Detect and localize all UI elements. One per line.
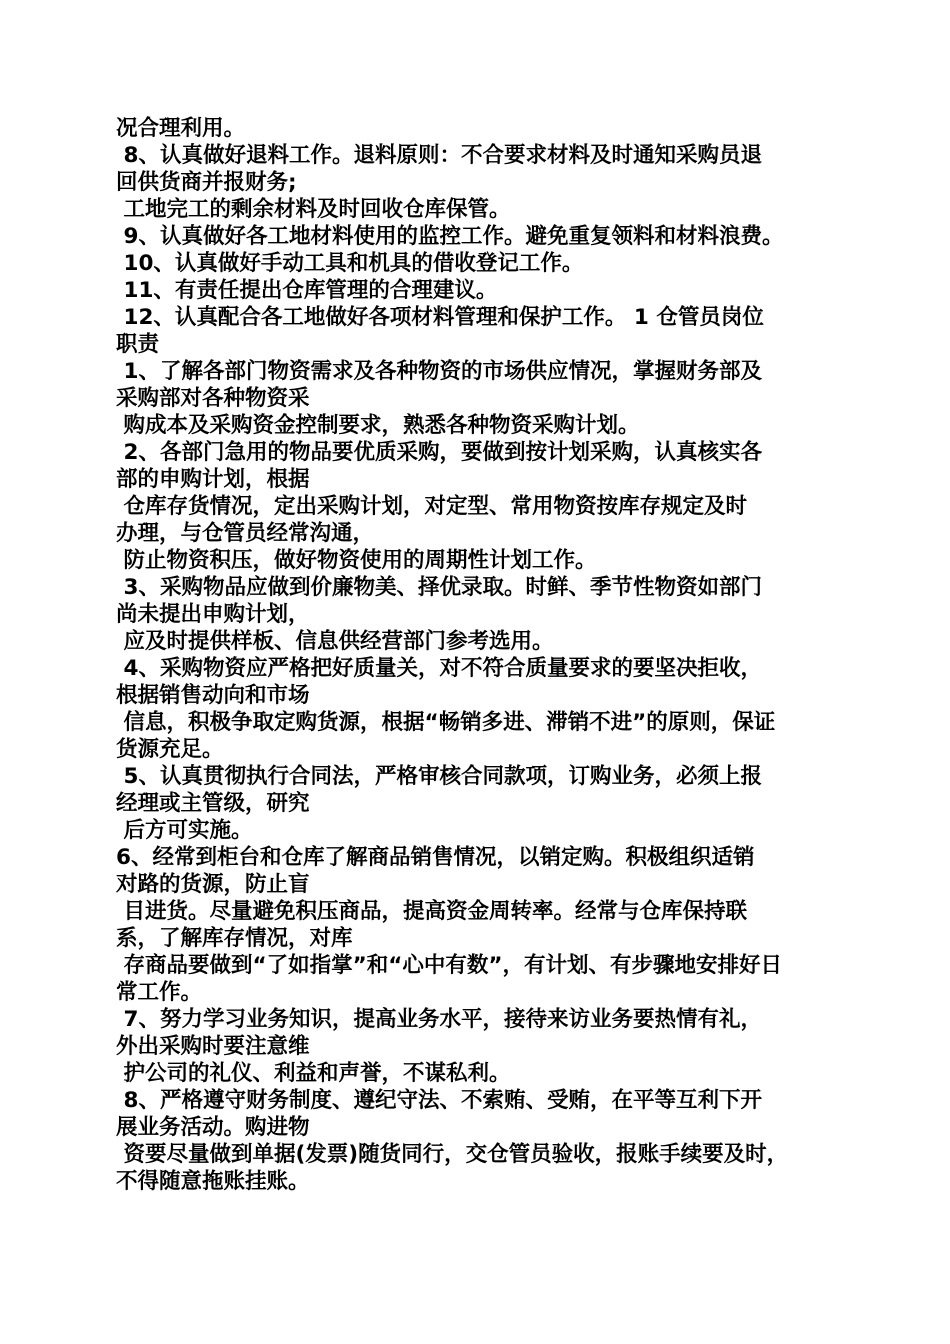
text-line: 资要尽量做到单据(发票)随货同行，交仓管员验收，报账手续要及时， <box>116 1142 789 1167</box>
text-line: 系，了解库存情况，对库 <box>116 926 353 951</box>
text-line: 职责 <box>116 332 160 357</box>
text-line: 4、采购物资应严格把好质量关，对不符合质量要求的要坚决拒收， <box>116 656 762 681</box>
text-line: 仓库存货情况，定出采购计划，对定型、常用物资按库存规定及时 <box>116 494 747 519</box>
text-line: 对路的货源，防止盲 <box>116 872 310 897</box>
text-line: 部的申购计划，根据 <box>116 467 310 492</box>
text-line: 购成本及采购资金控制要求，熟悉各种物资采购计划。 <box>116 413 640 438</box>
text-line: 办理，与仓管员经常沟通， <box>116 521 375 546</box>
text-line: 1、了解各部门物资需求及各种物资的市场供应情况，掌握财务部及 <box>116 359 762 384</box>
text-line: 外出采购时要注意维 <box>116 1034 310 1059</box>
document-body <box>116 115 846 1195</box>
text-line: 后方可实施。 <box>116 818 253 843</box>
text-line: 信息，积极争取定购货源，根据“畅销多进、滞销不进”的原则，保证 <box>116 710 776 735</box>
text-line: 根据销售动向和市场 <box>116 683 310 708</box>
text-line: 工地完工的剩余材料及时回收仓库保管。 <box>116 197 511 222</box>
text-line: 11、有责任提出仓库管理的合理建议。 <box>116 278 498 303</box>
text-line: 展业务活动。购进物 <box>116 1115 310 1140</box>
text-line: 目进货。尽量避免积压商品，提高资金周转率。经常与仓库保持联 <box>116 899 747 924</box>
text-line: 3、采购物品应做到价廉物美、择优录取。时鲜、季节性物资如部门 <box>116 575 762 600</box>
text-line: 经理或主管级，研究 <box>116 791 310 816</box>
text-line: 不得随意拖账挂账。 <box>116 1169 310 1194</box>
text-line: 防止物资积压，做好物资使用的周期性计划工作。 <box>116 548 597 573</box>
text-line: 常工作。 <box>116 980 203 1005</box>
text-line: 8、认真做好退料工作。退料原则：不合要求材料及时通知采购员退 <box>116 143 762 168</box>
text-line: 护公司的礼仪、利益和声誉，不谋私利。 <box>116 1061 511 1086</box>
text-line: 采购部对各种物资采 <box>116 386 310 411</box>
text-line: 9、认真做好各工地材料使用的监控工作。避免重复领料和材料浪费。 <box>116 224 784 249</box>
text-line: 6、经常到柜台和仓库了解商品销售情况，以销定购。积极组织适销 <box>116 845 755 870</box>
text-line: 10、认真做好手动工具和机具的借收登记工作。 <box>116 251 584 276</box>
text-line: 7、努力学习业务知识，提高业务水平，接待来访业务要热情有礼， <box>116 1007 762 1032</box>
text-line: 货源充足。 <box>116 737 224 762</box>
text-line: 存商品要做到“了如指掌”和“心中有数”，有计划、有步骤地安排好日 <box>116 953 783 978</box>
text-line: 8、严格遵守财务制度、遵纪守法、不索贿、受贿，在平等互利下开 <box>116 1088 762 1113</box>
text-line: 况合理利用。 <box>116 116 246 141</box>
text-line: 尚未提出申购计划， <box>116 602 310 627</box>
text-line: 12、认真配合各工地做好各项材料管理和保护工作。 1 仓管员岗位 <box>116 305 764 330</box>
text-line: 回供货商并报财务; <box>116 170 297 195</box>
text-line: 5、认真贯彻执行合同法，严格审核合同款项，订购业务，必须上报 <box>116 764 762 789</box>
text-line: 应及时提供样板、信息供经营部门参考选用。 <box>116 629 554 654</box>
text-line: 2、各部门急用的物品要优质采购，要做到按计划采购，认真核实各 <box>116 440 762 465</box>
